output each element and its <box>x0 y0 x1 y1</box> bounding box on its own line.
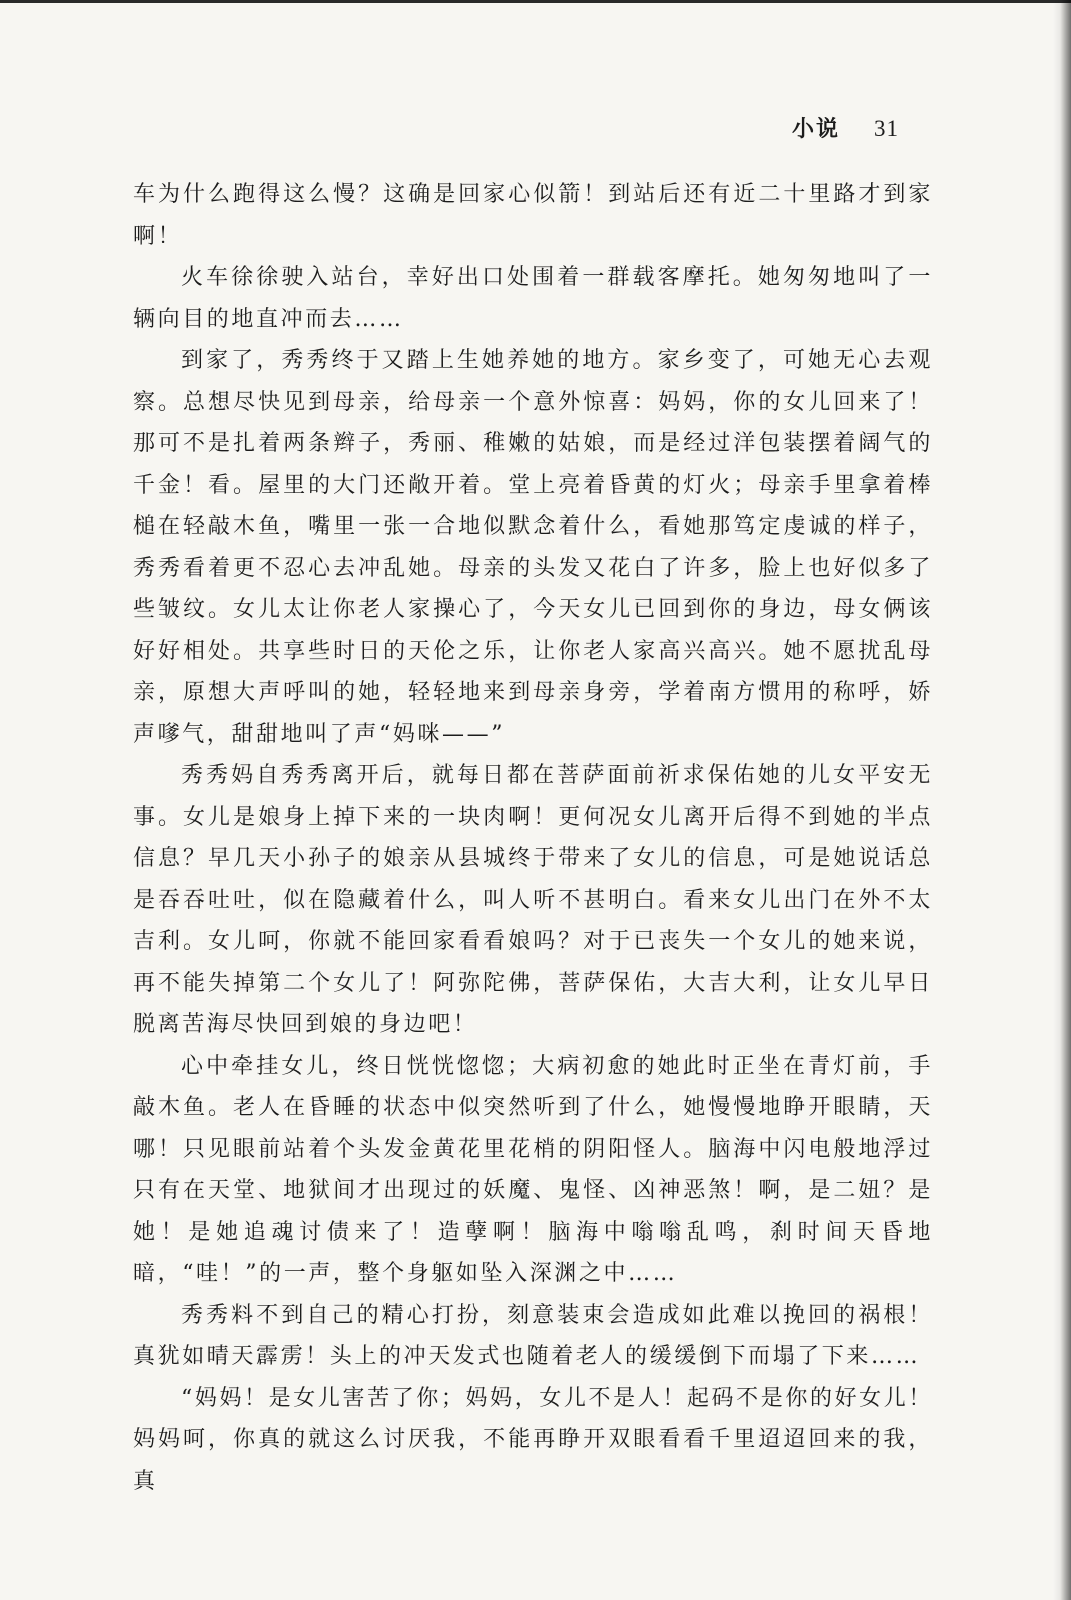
page-number: 31 <box>874 116 900 141</box>
paragraph: 心中牵挂女儿，终日恍恍惚惚；大病初愈的她此时正坐在青灯前，手敲木鱼。老人在昏睡的状态中似突然听到了什么，她慢慢地睁开眼睛，天哪！只见眼前站着个头发金黄花里花梢的阴阳怪人。脑海中闪电般地浮过只有在天堂、地狱间才出现过的妖魔、鬼怪、凶神恶煞！啊，是二妞？是她！是她追魂讨债来了！造孽啊！脑海中嗡嗡乱鸣，刹时间天昏地暗，“哇！”的一声，整个身躯如坠入深渊之中…… <box>133 1053 933 1286</box>
running-header <box>792 112 899 143</box>
paragraph: 火车徐徐驶入站台，幸好出口处围着一群载客摩托。她匆匆地叫了一辆向目的地直冲而去…… <box>133 265 933 332</box>
paragraph: 秀秀妈自秀秀离开后，就每日都在菩萨面前祈求保佑她的儿女平安无事。女儿是娘身上掉下来的一块肉啊！更何况女儿离开后得不到她的半点信息？早几天小孙子的娘亲从县城终于带来了女儿的信息，可是她说话总是吞吞吐吐，似在隐藏着什么，叫人听不甚明白。看来女儿出门在外不太吉利。女儿呵，你就不能回家看看娘吗？对于已丧失一个女儿的她来说，再不能失掉第二个女儿了！阿弥陀佛，菩萨保佑，大吉大利，让女儿早日脱离苦海尽快回到娘的身边吧！ <box>133 763 933 1037</box>
paragraph: 秀秀料不到自己的精心打扮，刻意装束会造成如此难以挽回的祸根！真犹如晴天霹雳！头上的冲天发式也随着老人的缓缓倒下而塌了下来…… <box>133 1302 933 1369</box>
paragraph: 车为什么跑得这么慢？这确是回家心似箭！到站后还有近二十里路才到家啊！ <box>133 182 933 249</box>
paragraph: 到家了，秀秀终于又踏上生她养她的地方。家乡变了，可她无心去观察。总想尽快见到母亲，给母亲一个意外惊喜：妈妈，你的女儿回来了！那可不是扎着两条辫子，秀丽、稚嫩的姑娘，而是经过洋包装摆着阔气的千金！看。屋里的大门还敞开着。堂上亮着昏黄的灯火；母亲手里拿着棒槌在轻敲木鱼，嘴里一张一合地似默念着什么，看她那笃定虔诚的样子，秀秀看着更不忍心去冲乱她。母亲的头发又花白了许多，脸上也好似多了些皱纹。女儿太让你老人家操心了，今天女儿已回到你的身边，母女俩该好好相处。共享些时日的天伦之乐，让你老人家高兴高兴。她不愿扰乱母亲，原想大声呼叫的她，轻轻地来到母亲身旁，学着南方惯用的称呼，娇声嗲气，甜甜地叫了声“妈咪——” <box>133 348 933 747</box>
body-text <box>133 174 933 1502</box>
section-title: 小说 <box>792 116 841 142</box>
paragraph: “妈妈！是女儿害苦了你；妈妈，女儿不是人！起码不是你的好女儿！妈妈呵，你真的就这么讨厌我，不能再睁开双眼看看千里迢迢回来的我，真 <box>133 1385 933 1494</box>
